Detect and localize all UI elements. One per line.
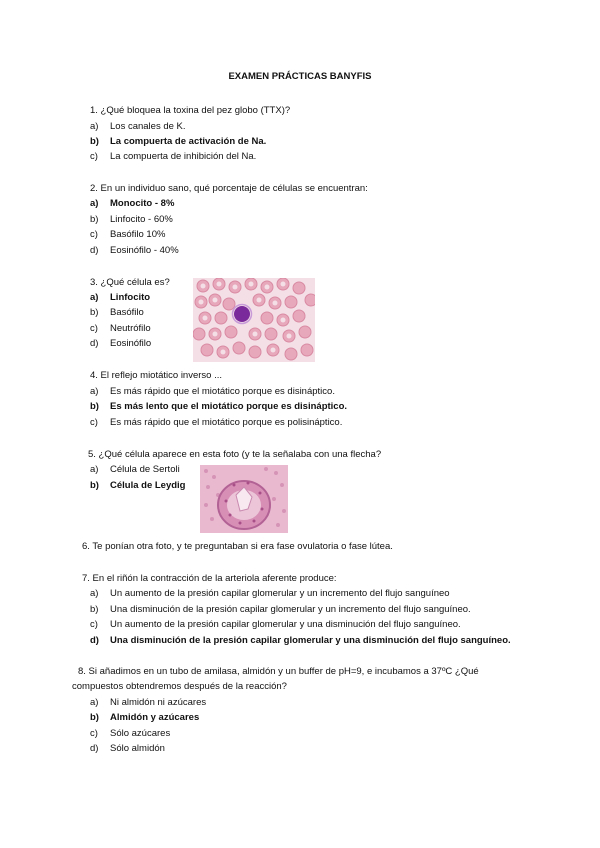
- question-3: 3. ¿Qué célula es?: [90, 277, 170, 288]
- option-letter: b): [90, 401, 99, 412]
- option-text-correct: Una disminución de la presión capilar glomerular y una disminución del flujo sanguíneo.: [110, 635, 511, 646]
- option-letter: a): [90, 697, 99, 708]
- option-letter: c): [90, 728, 98, 739]
- question-2: 2. En un individuo sano, qué porcentaje de células se encuentran:: [90, 183, 368, 194]
- option-text: Célula de Sertoli: [110, 464, 180, 475]
- option-letter: c): [90, 323, 98, 334]
- option-text: Una disminución de la presión capilar glomerular y un incremento del flujo sanguíneo.: [110, 604, 471, 615]
- question-1: 1. ¿Qué bloquea la toxina del pez globo (TTX)?: [90, 105, 291, 116]
- option-text: Eosinófilo: [110, 338, 152, 349]
- option-letter: b): [90, 604, 99, 615]
- option-text: Es más rápido que el miotático porque es polisináptico.: [110, 417, 343, 428]
- option-text: Basófilo: [110, 307, 144, 318]
- question-7: 7. En el riñón la contracción de la arteriola aferente produce:: [82, 573, 337, 584]
- option-text: Ni almidón ni azúcares: [110, 697, 207, 708]
- option-letter: a): [90, 292, 99, 303]
- option-text-correct: La compuerta de activación de Na.: [110, 136, 267, 147]
- option-text: Sólo azúcares: [110, 728, 171, 739]
- option-text-correct: Es más lento que el miotático porque es disináptico.: [110, 401, 348, 412]
- option-text: Un aumento de la presión capilar glomerular y una disminución del flujo sanguíneo.: [110, 619, 461, 630]
- option-letter: d): [90, 245, 99, 256]
- option-text: La compuerta de inhibición del Na.: [110, 151, 257, 162]
- option-text-correct: Monocito - 8%: [110, 198, 175, 209]
- testis-histology-image: [200, 465, 288, 533]
- option-text: Basófilo 10%: [110, 229, 166, 240]
- option-letter: b): [90, 712, 99, 723]
- option-text-correct: Célula de Leydig: [110, 480, 186, 491]
- option-letter: a): [90, 121, 99, 132]
- option-letter: c): [90, 417, 98, 428]
- option-letter: c): [90, 151, 98, 162]
- question-8-line-1: 8. Si añadimos en un tubo de amilasa, almidón y un buffer de pH=9, e incubamos a 37ºC ¿Qué: [78, 666, 479, 677]
- option-text-correct: Almidón y azúcares: [110, 712, 200, 723]
- option-letter: c): [90, 619, 98, 630]
- option-text: Un aumento de la presión capilar glomerular y un incremento del flujo sanguíneo: [110, 588, 450, 599]
- option-letter: a): [90, 588, 99, 599]
- question-5: 5. ¿Qué célula aparece en esta foto (y te la señalaba con una flecha?: [88, 449, 382, 460]
- option-text: Neutrófilo: [110, 323, 151, 334]
- option-text: Sólo almidón: [110, 743, 165, 754]
- question-8-line-2: compuestos obtendremos después de la reacción?: [72, 681, 287, 692]
- option-letter: a): [90, 386, 99, 397]
- option-letter: d): [90, 743, 99, 754]
- option-text: Eosinófilo - 40%: [110, 245, 179, 256]
- option-text-correct: Linfocito: [110, 292, 151, 303]
- option-letter: b): [90, 214, 99, 225]
- option-letter: b): [90, 480, 99, 491]
- option-letter: b): [90, 307, 99, 318]
- option-text: Es más rápido que el miotático porque es disináptico.: [110, 386, 335, 397]
- option-text: Linfocito - 60%: [110, 214, 173, 225]
- option-letter: d): [90, 338, 99, 349]
- question-4: 4. El reflejo miotático inverso ...: [90, 370, 222, 381]
- option-text: Los canales de K.: [110, 121, 186, 132]
- option-letter: a): [90, 464, 99, 475]
- option-letter: c): [90, 229, 98, 240]
- question-6: 6. Te ponían otra foto, y te preguntaban si era fase ovulatoria o fase lútea.: [82, 541, 393, 552]
- option-letter: b): [90, 136, 99, 147]
- option-letter: d): [90, 635, 99, 646]
- page-title: EXAMEN PRÁCTICAS BANYFIS: [228, 71, 372, 82]
- option-letter: a): [90, 198, 99, 209]
- blood-smear-image: [193, 278, 315, 362]
